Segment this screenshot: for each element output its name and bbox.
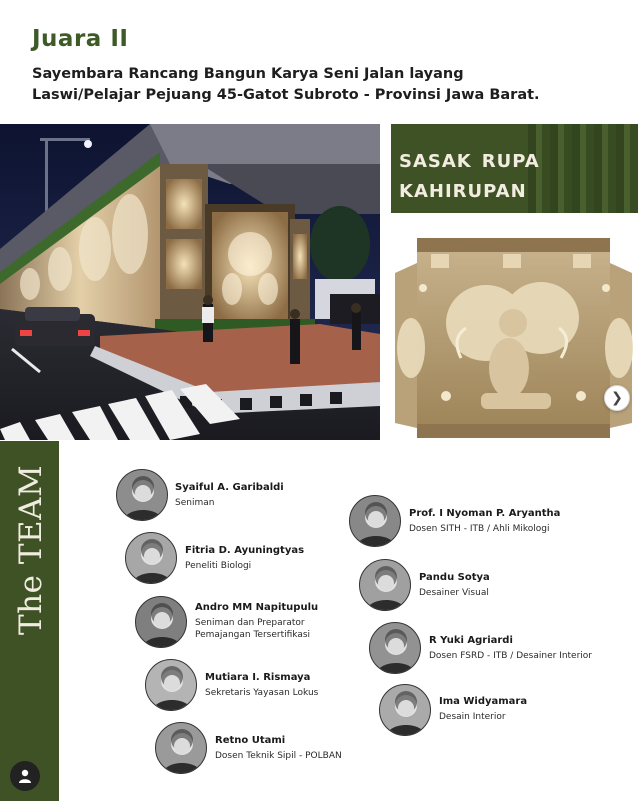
avatar [116, 469, 168, 521]
flyover-render-illustration [0, 124, 380, 440]
member-name: Ima Widyamara [439, 696, 528, 707]
member-name: Pandu Sotya [419, 572, 490, 583]
member-role: Desainer Visual [419, 588, 489, 598]
member-name: Andro MM Napitupulu [195, 602, 319, 613]
avatar [125, 532, 177, 584]
user-icon [17, 768, 33, 784]
member-role: Sekretaris Yayasan Lokus [205, 688, 319, 698]
member-role: Dosen SITH - ITB / Ahli Mikologi [409, 524, 550, 534]
project-title-line-1: sasak rupa [399, 144, 540, 174]
member-role-line-2: Pemajangan Tersertifikasi [195, 630, 311, 640]
member-role: Peneliti Biologi [185, 561, 252, 571]
avatar [135, 596, 187, 648]
member-role: Seniman [175, 498, 215, 508]
member-name: Syaiful A. Garibaldi [175, 482, 284, 493]
member-name: Retno Utami [215, 735, 286, 746]
avatar [369, 622, 421, 674]
banner-texture [528, 124, 638, 213]
member-role: Desain Interior [439, 712, 506, 722]
avatar [155, 722, 207, 774]
account-button[interactable] [10, 761, 40, 791]
member-role: Dosen Teknik Sipil - POLBAN [215, 751, 342, 761]
project-title-line-2: kahirupan [399, 174, 527, 204]
member-name: Prof. I Nyoman P. Aryantha [409, 508, 561, 519]
avatar [145, 659, 197, 711]
competition-subtitle [32, 64, 622, 106]
subtitle-line-1: Sayembara Rancang Bangun Karya Seni Jalan layang [32, 66, 464, 82]
project-title-banner [391, 124, 638, 213]
flyover-render-photo [0, 124, 380, 440]
avatar [349, 495, 401, 547]
member-role: Dosen FSRD - ITB / Desainer Interior [429, 651, 592, 661]
member-name: Mutiara I. Rismaya [205, 672, 311, 683]
award-title: Juara II [32, 26, 129, 52]
team-heading: The TEAM [13, 464, 49, 635]
member-role: Seniman dan Preparator [195, 618, 305, 628]
subtitle-line-2: Laswi/Pelajar Pejuang 45-Gatot Subroto - Provinsi Jawa Barat. [32, 87, 540, 103]
member-name: Fitria D. Ayuningtyas [185, 545, 305, 556]
header [32, 26, 622, 106]
member-name: R Yuki Agriardi [429, 635, 513, 646]
avatar [379, 684, 431, 736]
avatar [359, 559, 411, 611]
relief-artwork-image [391, 228, 638, 441]
chevron-right-icon: ❯ [611, 390, 623, 406]
next-slide-button[interactable] [604, 385, 630, 411]
relief-artwork-illustration [391, 228, 638, 441]
